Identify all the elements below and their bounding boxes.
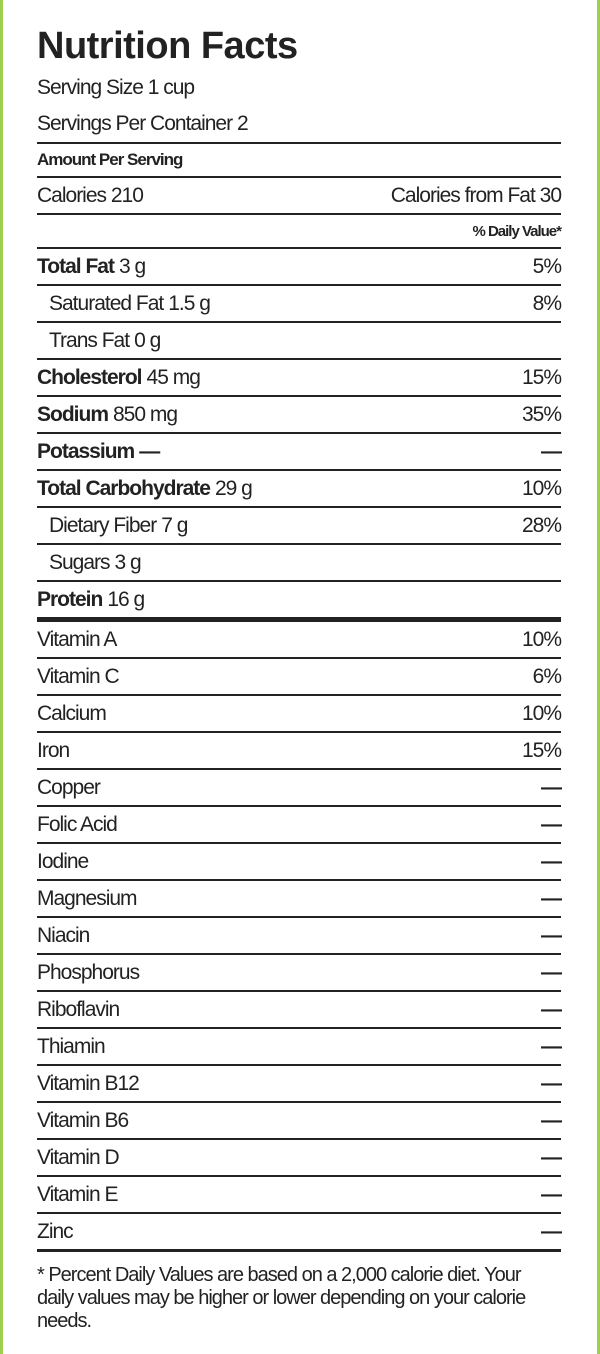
nutrient-name: Protein [37,587,103,611]
vitamin-name: Riboflavin [37,997,120,1021]
nutrient-name: Potassium [37,439,135,463]
vitamin-name: Vitamin A [37,627,117,651]
nutrient-row-dietary-fiber [37,508,561,545]
vitamin-dv: — [541,923,561,947]
footnote: * Percent Daily Values are based on a 2,000 calorie diet. Your daily values may be higher or lower depending on your calorie needs. [37,1264,526,1332]
vitamin-dv: — [541,812,561,836]
vitamin-row-phosphorus [37,955,561,992]
nutrient-amount: 3 g [114,550,141,574]
nutrient-amount: 29 g [214,476,252,500]
nutrient-amount: 7 g [161,513,188,537]
nutrient-dv: 5% [532,254,561,278]
calories-row [37,178,561,215]
nutrient-dv: 15% [521,365,561,389]
nutrient-row-sugars [37,545,561,582]
vitamin-row-calcium [37,696,561,733]
vitamin-row-iodine [37,844,561,881]
vitamin-row-vitamin-b12 [37,1066,561,1103]
nutrient-dv: 10% [521,476,561,500]
vitamin-dv: — [541,1108,561,1132]
label-title: Nutrition Facts [37,25,298,67]
vitamin-name: Thiamin [37,1034,105,1058]
nutrient-name: Trans Fat [49,328,130,352]
nutrient-row-saturated-fat [37,286,561,323]
servings-per-container: Servings Per Container 2 [37,112,248,135]
nutrient-row-trans-fat [37,323,561,360]
nutrient-amount: 45 mg [146,365,200,389]
vitamin-dv: — [541,997,561,1021]
vitamin-row-folic-acid [37,807,561,844]
vitamin-name: Vitamin C [37,664,119,688]
vitamin-name: Vitamin E [37,1182,118,1206]
vitamin-dv: 10% [521,701,561,725]
vitamin-dv: — [541,886,561,910]
vitamin-name: Copper [37,775,100,799]
vitamin-dv: — [541,1182,561,1206]
amount-per-serving-text: Amount Per Serving [37,150,183,169]
nutrient-row-potassium [37,434,561,471]
nutrient-name: Total Carbohydrate [37,476,210,500]
vitamin-row-vitamin-c [37,659,561,696]
vitamin-row-riboflavin [37,992,561,1029]
vitamin-row-iron [37,733,561,770]
vitamin-name: Niacin [37,923,90,947]
vitamin-dv: — [541,849,561,873]
nutrient-amount: 3 g [118,254,146,278]
vitamin-dv: 15% [521,738,561,762]
nutrition-label [37,22,561,1333]
nutrient-row-sodium [37,397,561,434]
daily-value-header [37,215,561,249]
vitamin-name: Vitamin D [37,1145,119,1169]
vitamin-dv: 10% [521,627,561,651]
vitamin-dv: — [541,1034,561,1058]
nutrient-name: Dietary Fiber [49,513,157,537]
vitamin-dv: — [541,960,561,984]
vitamin-dv: — [541,1219,561,1243]
vitamin-row-copper [37,770,561,807]
vitamin-name: Magnesium [37,886,137,910]
nutrient-dv: 35% [521,402,561,426]
vitamin-name: Iron [37,738,70,762]
vitamin-name: Zinc [37,1219,73,1243]
vitamin-row-vitamin-a [37,622,561,659]
nutrient-amount: 850 mg [113,402,178,426]
vitamin-name: Vitamin B6 [37,1108,129,1132]
vitamin-row-niacin [37,918,561,955]
vitamin-row-magnesium [37,881,561,918]
vitamin-row-vitamin-d [37,1140,561,1177]
nutrient-amount: 1.5 g [168,291,210,315]
calories-from-fat: Calories from Fat 30 [390,183,561,207]
daily-value-header-text: % Daily Value* [472,222,561,240]
vitamin-row-zinc [37,1214,561,1252]
nutrient-name: Saturated Fat [49,291,164,315]
vitamin-dv: 6% [532,664,561,688]
vitamin-name: Vitamin B12 [37,1071,139,1095]
nutrient-name: Cholesterol [37,365,142,389]
nutrient-name: Sodium [37,402,108,426]
nutrient-amount: 0 g [134,328,161,352]
vitamin-name: Calcium [37,701,106,725]
vitamin-name: Folic Acid [37,812,117,836]
serving-size: Serving Size 1 cup [37,76,195,99]
nutrient-row-protein [37,582,561,622]
vitamin-row-thiamin [37,1029,561,1066]
vitamin-dv: — [541,1145,561,1169]
nutrient-name: Sugars [49,550,110,574]
nutrient-dv: 28% [521,513,561,537]
vitamin-row-vitamin-b6 [37,1103,561,1140]
vitamin-name: Phosphorus [37,960,140,984]
nutrient-row-cholesterol [37,360,561,397]
nutrient-amount: 16 g [107,587,145,611]
nutrient-amount: — [139,439,160,463]
nutrient-name: Total Fat [37,254,114,278]
amount-per-serving [37,142,561,178]
nutrient-row-total-carbohydrate [37,471,561,508]
vitamin-row-vitamin-e [37,1177,561,1214]
nutrient-dv: 8% [532,291,561,315]
nutrient-row-total-fat [37,249,561,286]
vitamin-dv: — [541,775,561,799]
calories: Calories 210 [37,183,143,207]
vitamin-name: Iodine [37,849,89,873]
vitamin-dv: — [541,1071,561,1095]
nutrient-dv: — [541,439,561,463]
